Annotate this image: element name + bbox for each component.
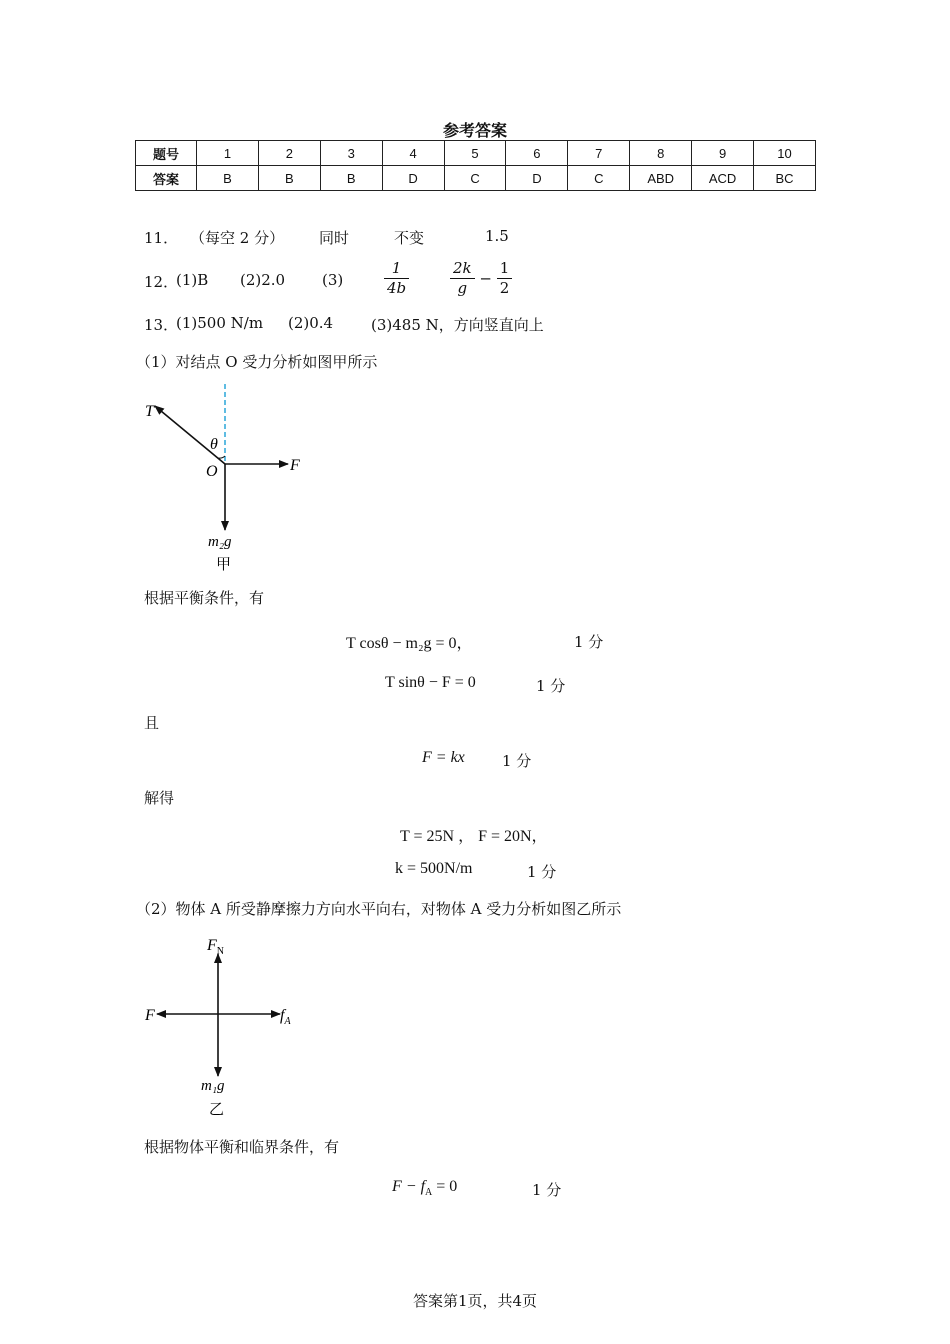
row-label: 答案 (136, 166, 197, 191)
figure-caption-yi: 乙 (209, 1102, 225, 1118)
angle-arc (218, 456, 225, 458)
table-cell: D (506, 166, 568, 191)
table-cell: B (258, 166, 320, 191)
label-o: O (206, 463, 218, 480)
label-m2g: m₂g (208, 534, 232, 550)
force-diagram-jia (130, 378, 330, 578)
minus-sign: − (479, 269, 492, 288)
table-cell: 8 (630, 141, 692, 166)
table-row (136, 166, 816, 191)
equation-4 (392, 1178, 457, 1198)
q12-part-3: (3) (322, 271, 344, 289)
fraction-denominator: 4b (387, 279, 407, 297)
fraction-numerator: 1 (497, 259, 513, 279)
q13-part-1: (1)500 N/m (176, 314, 264, 332)
table-row (136, 141, 816, 166)
equation-3: F = kx (422, 749, 465, 766)
table-cell: 4 (382, 141, 444, 166)
label-m1g: m₁g (201, 1078, 225, 1094)
score-2: 1 分 (536, 677, 566, 695)
q11-answer-3: 1.5 (485, 227, 509, 245)
page-title: 参考答案 (442, 121, 507, 140)
critical-text: 根据物体平衡和临界条件，有 (144, 1138, 340, 1156)
q12-number: 12． (144, 273, 179, 291)
row-label: 题号 (136, 141, 197, 166)
answer-table (135, 140, 816, 191)
q12-fraction-2 (450, 259, 512, 298)
table-cell: ABD (630, 166, 692, 191)
force-diagram-yi (135, 930, 315, 1125)
table-cell: D (382, 166, 444, 191)
table-cell: 9 (692, 141, 754, 166)
q11-number: 11． (144, 229, 179, 247)
fraction-numerator: 1 (384, 259, 409, 279)
table-cell: B (320, 166, 382, 191)
score-5: 1 分 (532, 1181, 562, 1199)
part2-intro: （2）物体 A 所受静摩擦力方向水平向右，对物体 A 受力分析如图乙所示 (136, 900, 622, 918)
part1-intro: （1）对结点 O 受力分析如图甲所示 (136, 353, 378, 371)
equation-4-sub: A (425, 1187, 433, 1199)
equation-4-main: F − f (392, 1178, 426, 1195)
table-cell: 3 (320, 141, 382, 166)
fraction-numerator: 2k (450, 259, 475, 279)
label-theta: θ (210, 436, 218, 453)
score-4: 1 分 (527, 863, 557, 881)
table-cell: 7 (568, 141, 630, 166)
label-fn-main: F (207, 937, 217, 954)
tension-arrow (155, 406, 225, 464)
page-footer: 答案第1页，共4页 (412, 1292, 538, 1310)
table-cell: 10 (754, 141, 816, 166)
table-cell: BC (754, 166, 816, 191)
table-cell: 5 (444, 141, 506, 166)
q12-fraction-1 (384, 259, 409, 298)
equation-1: T cosθ − m₂g = 0， (346, 635, 473, 652)
result-2: k = 500N/m (395, 860, 473, 877)
balance-text: 根据平衡条件，有 (144, 589, 265, 607)
q11-answer-2: 不变 (394, 229, 425, 247)
q13-number: 13． (144, 316, 179, 334)
q13-part-3: (3)485 N，方向竖直向上 (371, 316, 544, 334)
result-1: T = 25N ， F = 20N， (400, 828, 548, 845)
table-cell: ACD (692, 166, 754, 191)
q12-part-2: (2)2.0 (240, 271, 286, 289)
solve-text: 解得 (144, 789, 175, 807)
fraction-denominator: 2 (499, 279, 510, 297)
label-f: F (145, 1007, 155, 1024)
label-fa (280, 1007, 291, 1027)
figure-caption-jia: 甲 (216, 557, 232, 573)
table-cell: C (444, 166, 506, 191)
label-f: F (290, 457, 300, 474)
fraction-denominator: g (457, 279, 468, 297)
score-3: 1 分 (502, 752, 532, 770)
q11-answer-1: 同时 (319, 229, 350, 247)
table-cell: 6 (506, 141, 568, 166)
q11-note: （每空 2 分） (190, 229, 285, 247)
equation-4-tail: = 0 (432, 1178, 458, 1195)
label-t: T (145, 403, 154, 420)
q12-part-1: (1)B (176, 271, 209, 289)
table-cell: 2 (258, 141, 320, 166)
table-cell: B (197, 166, 259, 191)
table-cell: 1 (197, 141, 259, 166)
label-fn-sub: N (216, 946, 225, 957)
label-fa-main: f (280, 1007, 285, 1024)
and-text: 且 (144, 714, 160, 732)
label-fn (206, 937, 224, 957)
table-cell: C (568, 166, 630, 191)
score-1: 1 分 (574, 633, 604, 651)
q13-part-2: (2)0.4 (288, 314, 334, 332)
equation-2: T sinθ − F = 0 (385, 674, 476, 691)
label-fa-sub: A (284, 1016, 291, 1027)
